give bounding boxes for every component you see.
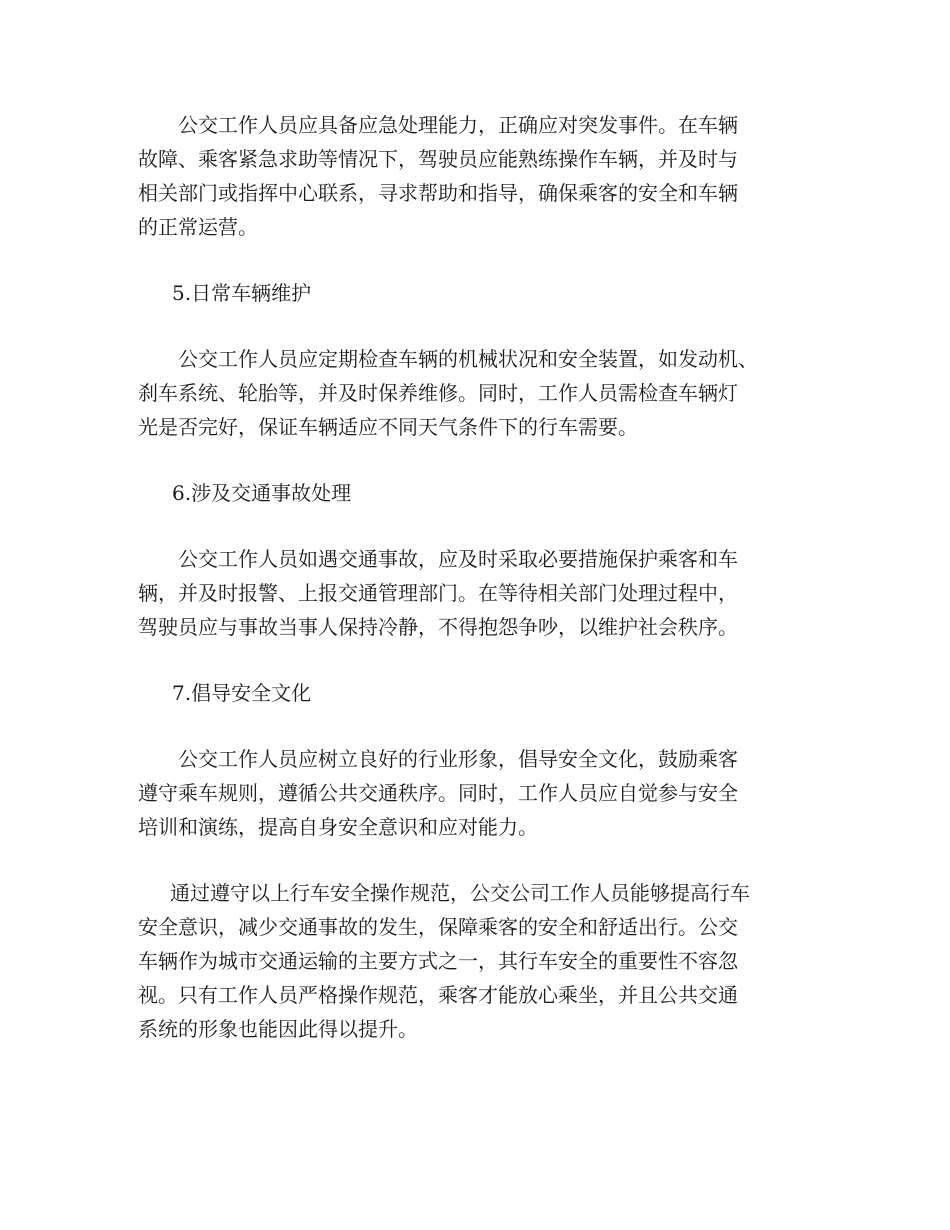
text-line: 系统的形象也能因此得以提升。 (138, 1017, 418, 1041)
text-line: 刹车系统、轮胎等，并及时保养维修。同时，工作人员需检查车辆灯 (138, 381, 738, 405)
paragraph-summary (138, 876, 838, 1046)
text-line: 相关部门或指挥中心联系，寻求帮助和指导，确保乘客的安全和车辆 (138, 181, 738, 205)
section-heading-accident-handling: 6.涉及交通事故处理 (172, 481, 352, 505)
text-line: 遵守乘车规则，遵循公共交通秩序。同时，工作人员应自觉参与安全 (138, 781, 738, 805)
paragraph-safety-culture (138, 742, 838, 844)
section-heading-vehicle-maintenance: 5.日常车辆维护 (172, 281, 312, 305)
text-line: 辆，并及时报警、上报交通管理部门。在等待相关部门处理过程中， (138, 581, 738, 605)
text-line: 通过遵守以上行车安全操作规范，公交公司工作人员能够提高行车 (170, 881, 750, 905)
text-line: 视。只有工作人员严格操作规范，乘客才能放心乘坐，并且公共交通 (138, 983, 738, 1007)
document-body (138, 108, 838, 1046)
text-line: 公交工作人员应树立良好的行业形象，倡导安全文化，鼓励乘客 (178, 747, 738, 771)
text-line: 的正常运营。 (138, 215, 258, 239)
text-line: 光是否完好，保证车辆适应不同天气条件下的行车需要。 (138, 415, 638, 439)
text-line: 安全意识，减少交通事故的发生，保障乘客的安全和舒适出行。公交 (138, 915, 738, 939)
text-line: 公交工作人员如遇交通事故，应及时采取必要措施保护乘客和车 (178, 547, 738, 571)
text-line: 故障、乘客紧急求助等情况下，驾驶员应能熟练操作车辆，并及时与 (138, 147, 738, 171)
text-line: 驾驶员应与事故当事人保持冷静，不得抱怨争吵，以维护社会秩序。 (138, 615, 738, 639)
text-line: 车辆作为城市交通运输的主要方式之一，其行车安全的重要性不容忽 (138, 949, 738, 973)
text-line: 公交工作人员应具备应急处理能力，正确应对突发事件。在车辆 (178, 113, 738, 137)
paragraph-accident-handling (138, 542, 838, 644)
text-line: 公交工作人员应定期检查车辆的机械状况和安全装置，如发动机、 (178, 347, 758, 371)
paragraph-vehicle-maintenance (138, 342, 838, 444)
text-line: 培训和演练，提高自身安全意识和应对能力。 (138, 815, 538, 839)
paragraph-emergency-handling (138, 108, 838, 244)
section-heading-safety-culture: 7.倡导安全文化 (172, 681, 312, 705)
